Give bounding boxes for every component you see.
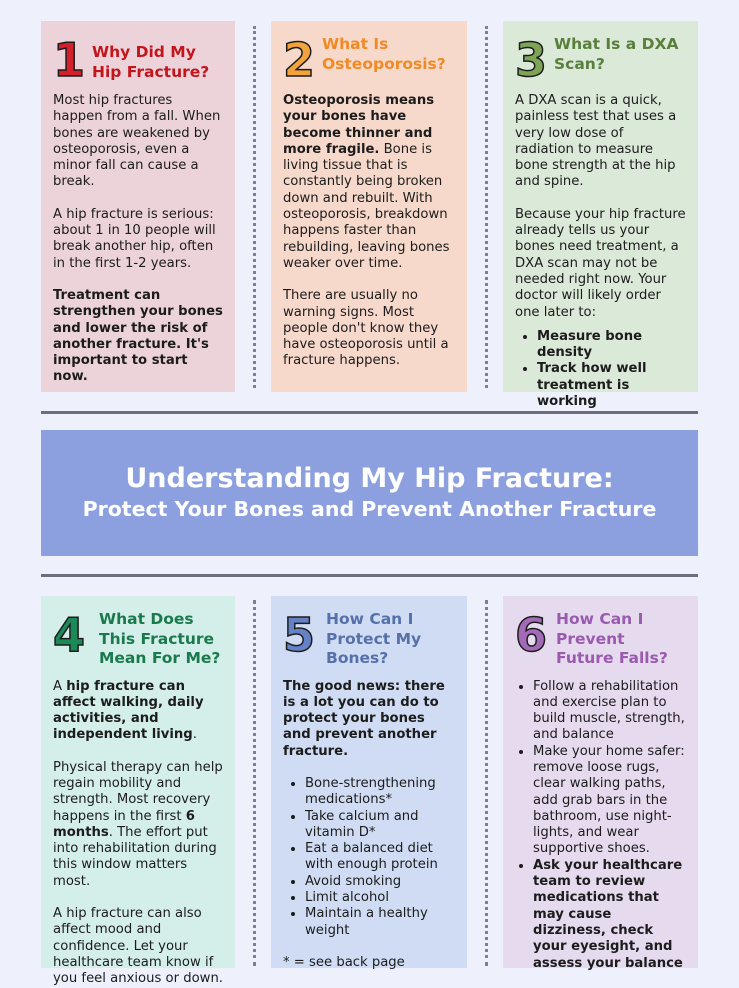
card-title: What Is a DXA Scan?: [554, 35, 679, 73]
number-2: 2: [283, 33, 316, 87]
banner-title: Understanding My Hip Fracture:: [125, 463, 614, 494]
list-item: • Make your home safer: remove loose rugs, clear walking paths, add grab bars in the bathroom, use night-lights, and wear supportive shoes.: [533, 744, 686, 858]
list-item: • Track how well treatment is working: [537, 361, 686, 410]
dotted-divider: [485, 600, 488, 966]
card-header: [53, 33, 223, 87]
card-what-is-dxa-scan: [503, 21, 698, 410]
horizontal-rule: [41, 574, 698, 577]
list-item: • Follow a rehabilitation and exercise plan to build muscle, strength, and balance: [533, 679, 686, 744]
list-item: • Maintain a healthy weight: [305, 906, 455, 939]
bullet-list: [515, 329, 686, 410]
card-why-hip-fracture: [41, 21, 235, 392]
paragraph: There are usually no warning signs. Most people don't know they have osteoporosis until a fracture happens.: [283, 288, 449, 369]
paragraph: Physical therapy can help regain mobility and strength. Most recovery happens in the first 6 months. The effort put into rehabilitation during this window matters most.: [53, 759, 223, 889]
card-header: [53, 610, 223, 669]
card-title: How Can I Protect My Bones?: [326, 610, 422, 667]
card-header: [515, 610, 686, 669]
number-4: 4: [53, 608, 86, 662]
list-item: • Ask your healthcare team to review medications that may cause dizziness, check your eyesight, and assess your balance: [533, 858, 686, 972]
card-what-is-osteoporosis: [271, 21, 467, 392]
list-item: • Avoid smoking: [305, 874, 455, 890]
number-5: 5: [283, 608, 316, 662]
dotted-divider: [485, 26, 488, 388]
card-header: [283, 33, 455, 87]
number-3: 3: [515, 33, 548, 87]
card-title: Why Did My Hip Fracture?: [92, 43, 210, 81]
paragraph: A hip fracture is serious: about 1 in 10 people will break another hip, often in the first 1-2 years.: [53, 206, 216, 271]
card-header: [283, 610, 455, 669]
paragraph-emphasis: Treatment can strengthen your bones and lower the risk of another fracture. It's important to start now.: [53, 287, 223, 385]
card-title: How Can I Prevent Future Falls?: [556, 610, 668, 667]
paragraph: Osteoporosis means your bones have become thinner and more fragile. Bone is living tissue that is constantly being broken down and rebuilt. With osteoporosis, breakdown happens faster than rebuilding, leaving bones weaker over time.: [283, 93, 450, 271]
dotted-divider: [253, 600, 256, 966]
list-item: • Limit alcohol: [305, 890, 455, 906]
banner-subtitle: Protect Your Bones and Prevent Another Fracture: [82, 497, 657, 521]
paragraph: The good news: there is a lot you can do to protect your bones and prevent another fracture.: [283, 678, 445, 759]
card-title: What Is Osteoporosis?: [322, 35, 446, 73]
card-what-fracture-means: [41, 596, 235, 987]
paragraph: Most hip fractures happen from a fall. When bones are weakened by osteoporosis, even a minor fall can cause a break.: [53, 93, 221, 190]
paragraph: A DXA scan is a quick, painless test that uses a very low dose of radiation to measure bone strength at the hip and spine.: [515, 93, 677, 190]
list-item: • Bone-strengthening medications*: [305, 776, 455, 809]
paragraph: A hip fracture can affect walking, daily activities, and independent living.: [53, 678, 204, 743]
bullet-list: [515, 679, 686, 972]
list-item: • Measure bone density: [537, 329, 686, 362]
card-prevent-falls: [503, 596, 698, 971]
card-header: [515, 33, 686, 87]
number-1: 1: [53, 33, 86, 87]
card-protect-bones: [271, 596, 467, 968]
card-title: What Does This Fracture Mean For Me?: [99, 610, 221, 667]
number-6: 6: [515, 608, 548, 662]
bullet-list: [283, 776, 455, 939]
list-item: • Eat a balanced diet with enough protein: [305, 841, 455, 874]
horizontal-rule: [41, 411, 698, 414]
footnote: * = see back page: [283, 954, 405, 970]
title-banner: [41, 430, 698, 556]
dotted-divider: [253, 26, 256, 388]
paragraph: Because your hip fracture already tells us your bones need treatment, a DXA scan may not be needed right now. Your doctor will likely order one later to:: [515, 206, 686, 320]
list-item: • Take calcium and vitamin D*: [305, 809, 455, 842]
paragraph: A hip fracture can also affect mood and confidence. Let your healthcare team know if you feel anxious or down.: [53, 906, 224, 987]
